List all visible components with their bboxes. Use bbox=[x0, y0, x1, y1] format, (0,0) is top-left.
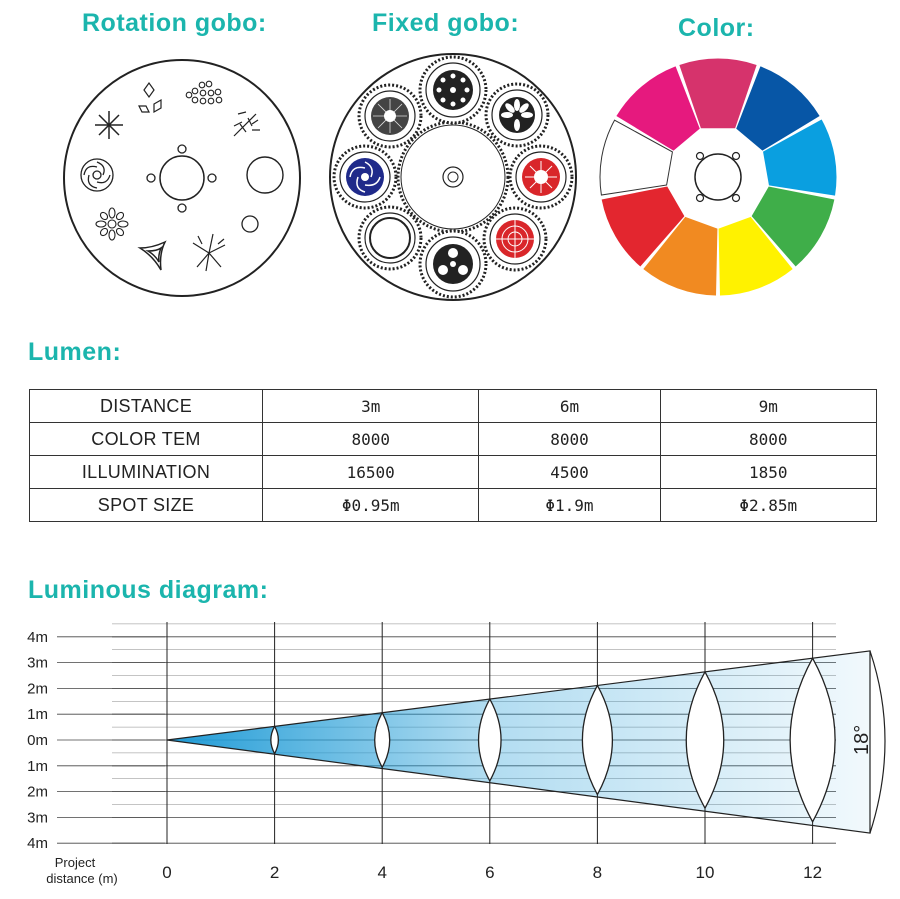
gear-slot-top bbox=[420, 57, 486, 123]
x-tick-label: 10 bbox=[695, 863, 715, 882]
gear-slot-bottom-right bbox=[484, 208, 546, 270]
y-tick-label: 1m bbox=[27, 706, 48, 724]
y-tick-label: 2m bbox=[27, 783, 48, 801]
y-tick-label: 3m bbox=[27, 654, 48, 672]
star-burst-gobo-icon bbox=[95, 111, 123, 139]
x-tick-label: 12 bbox=[803, 863, 823, 882]
x-tick-label: 4 bbox=[377, 863, 387, 882]
gear-slot-right bbox=[510, 146, 572, 208]
gear-slot-left bbox=[334, 146, 396, 208]
y-tick-label: 3m bbox=[27, 809, 48, 827]
y-tick-label: 1m bbox=[27, 757, 48, 775]
open-gobo-icon bbox=[370, 218, 410, 258]
table-row bbox=[30, 390, 877, 423]
lumen-table bbox=[29, 389, 877, 522]
table-cell: Φ2.85m bbox=[660, 489, 877, 522]
color-wheel-center bbox=[674, 133, 762, 221]
rotation-gobo-heading: Rotation gobo: bbox=[82, 9, 267, 37]
row-label: DISTANCE bbox=[30, 390, 263, 423]
table-cell: 8000 bbox=[479, 423, 660, 456]
table-cell: 4500 bbox=[479, 456, 660, 489]
table-cell: 16500 bbox=[263, 456, 479, 489]
x-tick-label: 8 bbox=[592, 863, 603, 882]
color-wheel bbox=[598, 57, 838, 297]
x-tick-label: 6 bbox=[485, 863, 495, 882]
luminous-diagram-heading: Luminous diagram: bbox=[28, 576, 269, 604]
row-label: ILLUMINATION bbox=[30, 456, 263, 489]
table-cell: 9m bbox=[660, 390, 877, 423]
fixed-gobo-wheel bbox=[328, 52, 578, 302]
lumen-heading: Lumen: bbox=[28, 338, 122, 366]
luminous-diagram bbox=[0, 612, 900, 899]
x-tick-label: 2 bbox=[269, 863, 280, 882]
gear-slot-bottom bbox=[420, 231, 486, 297]
color-heading: Color: bbox=[678, 14, 755, 42]
x-tick-label: 0 bbox=[162, 863, 172, 882]
table-cell: 1850 bbox=[660, 456, 877, 489]
beam-angle-label: 18° bbox=[851, 724, 873, 755]
table-cell: 6m bbox=[479, 390, 660, 423]
fixed-gobo-heading: Fixed gobo: bbox=[372, 9, 520, 37]
x-axis-label-line1: Project bbox=[54, 855, 96, 870]
row-label: SPOT SIZE bbox=[30, 489, 263, 522]
y-tick-label: 4m bbox=[27, 628, 48, 646]
rotation-gobo-wheel bbox=[62, 58, 302, 298]
y-tick-label: 0m bbox=[27, 732, 48, 749]
x-axis-label-line2: distance (m) bbox=[46, 871, 118, 886]
table-cell: Φ1.9m bbox=[479, 489, 660, 522]
table-cell: 3m bbox=[263, 390, 479, 423]
table-cell: 8000 bbox=[660, 423, 877, 456]
y-tick-label: 4m bbox=[27, 835, 48, 853]
table-cell: Φ0.95m bbox=[263, 489, 479, 522]
y-tick-label: 2m bbox=[27, 680, 48, 698]
gear-slot-bottom-left bbox=[359, 207, 421, 269]
gear-slot-top-left bbox=[359, 85, 421, 147]
table-row bbox=[30, 489, 877, 522]
table-row bbox=[30, 456, 877, 489]
table-row bbox=[30, 423, 877, 456]
table-cell: 8000 bbox=[263, 423, 479, 456]
row-label: COLOR TEM bbox=[30, 423, 263, 456]
gear-slot-top-right bbox=[486, 84, 548, 146]
